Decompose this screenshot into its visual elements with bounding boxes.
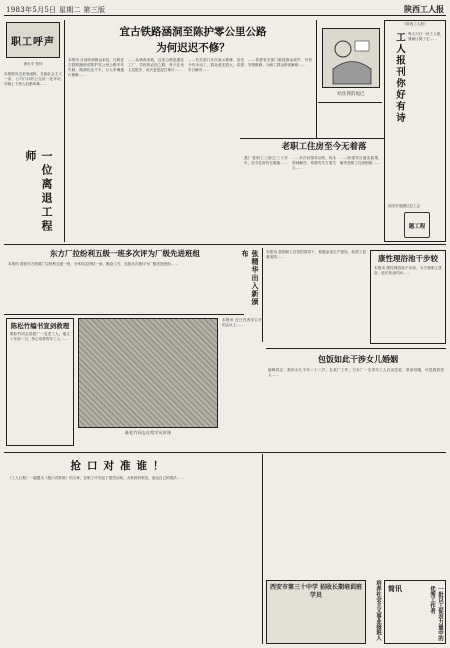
main-title-line1: 宜古铁路涵洞至陈护零公里公路 bbox=[119, 26, 267, 38]
seal-text: 题工程 bbox=[408, 224, 426, 230]
east-factory-title: 东方厂拉纷利五级一班多次评为厂级先进班组 bbox=[50, 249, 200, 258]
photo-image bbox=[78, 318, 218, 428]
bottom-ad-vertical: 培养社会主义事业接班人 bbox=[375, 580, 381, 641]
right-sidebar-column-title: 《陕西工人报》 bbox=[402, 22, 428, 26]
bottom-right-tag: 简讯 bbox=[388, 584, 402, 593]
main-title-line2: 为何迟迟不修？ bbox=[156, 42, 230, 54]
clean-box-body: 本报讯 康性理浴池干步较，为方便职工洗浴，延长营业时间…… bbox=[374, 266, 442, 275]
seal-stamp bbox=[404, 212, 430, 238]
right-sidebar-author: 西安市莲湖区总工会 bbox=[388, 204, 421, 208]
newspaper-header bbox=[4, 4, 446, 16]
housing-article-title: 老职工住房至今无着落 bbox=[281, 142, 367, 152]
bottom-left-title: 抢口对准谁！ bbox=[70, 460, 170, 472]
bottom-left-body: 《工人日报》一篇题为《枪口对准谁》的文章，在职工中引起了强烈反响，大家纷纷来信，表达自己的看法…… bbox=[8, 476, 185, 480]
photo-caption: 陈松竹同志在给学员讲课 bbox=[124, 430, 172, 435]
column-tag: 职工呼声 bbox=[11, 37, 55, 48]
mid-story-body: 编辑同志：我的女儿今年二十二岁，在某厂工作，与本厂一名青年工人自由恋爱，准备结婚，可是我的爱人…… bbox=[268, 368, 444, 377]
bottom-ad-title: 西安市第三十中学 招收长期培训班学员 bbox=[269, 584, 363, 599]
lower-left-box bbox=[6, 318, 74, 446]
clean-box-title: 康性理浴池干步较 bbox=[378, 254, 438, 263]
bottom-right-vertical: 一批以工促农力量中的优秀工作者 bbox=[429, 586, 443, 641]
main-body-col3: ……有关部门多次表示要修，但至今仍未动工，群众意见很大，希望早日解决…… bbox=[188, 58, 244, 72]
lower-left-box-body: 陈松竹同志是我厂一名老工人，他几十年如一日，热心培养青年工人…… bbox=[10, 332, 70, 341]
cartoon-icon bbox=[323, 29, 381, 89]
left-author: 徐永平 张仲 bbox=[23, 62, 43, 66]
clean-box bbox=[370, 250, 446, 344]
lower-left-box-title: 陈松竹编书宣剑救理 bbox=[10, 322, 70, 330]
right-sidebar-headline: 工人报刊你好有诗 bbox=[394, 32, 405, 124]
main-body-col1: 本报讯 日前收到群众来信，反映宜古铁路涵洞至陈护零公里公路多年失修，路面坑洼不平，行人车辆通行困难…… bbox=[68, 58, 124, 77]
mid-story-title: 包饭如此干涉女儿婚姻 bbox=[318, 354, 398, 364]
main-body-col4: ……希望有关部门重视群众呼声，尽快安排维修，为职工群众排忧解难…… bbox=[248, 58, 312, 67]
vertical-essay-title: 张精华出入新颁布 bbox=[241, 250, 260, 306]
housing-body-col3: ……盼望早日落实政策，解决老职工住房困难…… bbox=[340, 156, 382, 165]
housing-body-col2: ……多次向领导反映，均未得到解决，希望有关方面关心…… bbox=[292, 156, 336, 170]
bottom-ad-box bbox=[266, 580, 366, 644]
cartoon-image bbox=[322, 28, 380, 88]
issue-date: 1983年5月5日 星期二 第三版 bbox=[6, 6, 106, 14]
left-text-block: 本报报讯近来来函称，在编社会主义一条，公司门口的公交站一处车站,早晚上下班人们都叫难…… bbox=[4, 72, 62, 86]
east-factory-body: 本报讯 国营东方机械厂拉纷利五级一班，全体同志团结一致，勤奋工作，连续多次被评为厂级先进班组…… bbox=[8, 262, 179, 266]
cartoon-caption: 哈住我的尾巴 bbox=[337, 92, 365, 97]
left-vertical-headline: 一位离退工程师 bbox=[24, 150, 53, 234]
newspaper-name: 陕西工人报 bbox=[404, 4, 444, 14]
main-body-col2: ……从调查来看，这条公路是通往工厂、学校的必经之路，每天往来人员很多，雨天更是泥泞难行…… bbox=[128, 58, 184, 72]
right-sidebar-text: 每人只订一份工人报，我就订阅了它…… bbox=[408, 32, 444, 41]
column-tag-box bbox=[6, 22, 60, 58]
vertical-essay-body: 本报讯 我国职工在党的领导下，积极参加生产建设，取得了显著成绩…… bbox=[266, 250, 366, 259]
housing-body-col1: 我厂老职工工龄已三十多年，至今住房仍无着落…… bbox=[244, 156, 288, 165]
middle-small-article: 本报讯 近日在西安召开的会议上…… bbox=[222, 318, 262, 327]
